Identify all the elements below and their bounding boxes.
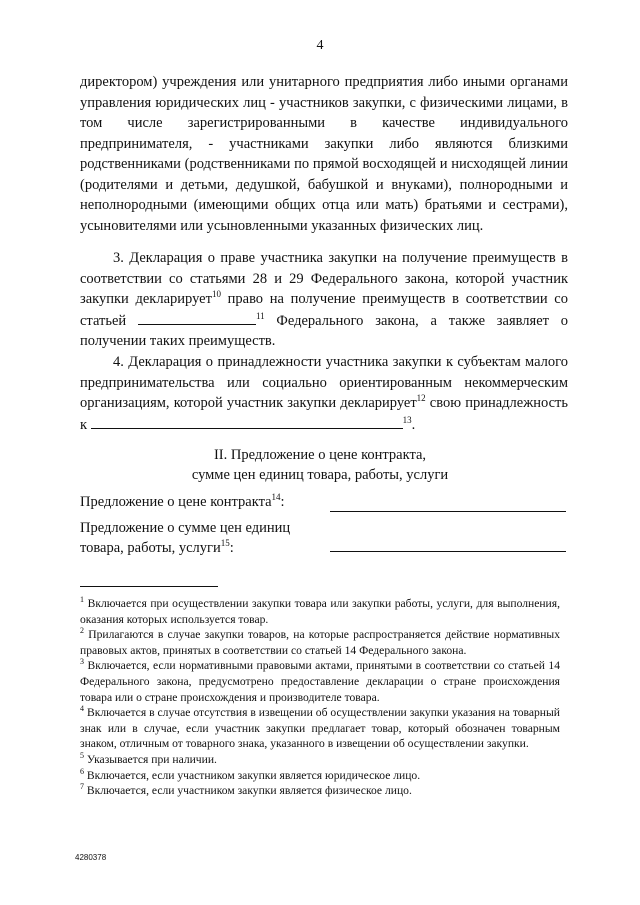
- page-number: 4: [316, 38, 324, 53]
- smb-category-blank-field: [91, 414, 403, 429]
- paragraph-text: право на получение преимуществ в соответствии со статьей: [80, 291, 568, 329]
- footnote-3: $^3$ Включается, если нормативными правовыми актами, принятыми в соответствии со статьей 14 Федерального закона, предусмотрено предоставление декларации о стране происхождения товара или о стране происхождения и производителе товара.: [80, 657, 560, 704]
- footnote-2: $^2$ Прилагаются в случае закупки товаров, на которые распространяется действие нормативных правовых актов, принятых в соответствии со статьей 14 Федерального закона.: [80, 626, 560, 657]
- paragraph-text: свою принадлежность к: [80, 395, 568, 433]
- sum-label-line2: товара, работы, услуги: [80, 540, 221, 556]
- footnote-7: $^7$ Включается, если участником закупки является физическое лицо.: [80, 782, 412, 798]
- footnote-ref-14: 14: [271, 492, 281, 503]
- footnote-5: $^5$ Указывается при наличии.: [80, 751, 217, 766]
- section-heading: [0, 445, 640, 485]
- price-proposal-field[interactable]: [330, 511, 566, 512]
- footnotes: [80, 596, 560, 799]
- footnote-1: $^1$ Включается при осуществлении закупки товара или закупки работы, услуги, для выполнения, оказания которых используется товар.: [80, 595, 560, 626]
- paragraph-affiliation: директором) учреждения или унитарного предприятия либо иными органами управления юридических лиц - участников закупки, с физическими лицами, в том числе зарегистрированными в качестве индивидуального предпринимателя, - участниками закупки либо являются близкими родственниками (родственниками по прямой восходящей и нисходящей линии (родителями и детьми, дедушкой, бабушкой и внуками), полнородными и неполнородными (имеющими общих отца или мать) братьями и сестрами), усыновителями или усыновленными указанных физических лиц.: [80, 74, 568, 234]
- footnote-ref-13: 13: [402, 414, 412, 425]
- footnote-ref-15: 15: [220, 538, 230, 549]
- footnote-4: $^4$ Включается в случае отсутствия в извещении об осуществлении закупки указания на товарный знак или в случае, если участник закупки предлагает товар, который обозначен товарным знаком, отличным от товарного знака, указанного в извещении об осуществлении закупки.: [80, 704, 560, 751]
- section-heading-line2: сумме цен единиц товара, работы, услуги: [191, 467, 449, 483]
- document-code: 4280378: [75, 853, 107, 862]
- article-blank-field: [138, 310, 256, 325]
- paragraph-smb-declaration: [80, 352, 568, 435]
- footnote-ref-11: 11: [255, 310, 265, 321]
- sum-proposal-field[interactable]: [330, 551, 566, 552]
- paragraph-preference-declaration: [80, 248, 568, 352]
- paragraph-text: Федерального закона, а также заявляет о получении таких преимуществ.: [80, 312, 568, 349]
- footnote-separator: [80, 586, 218, 587]
- section-heading-line1: II. Предложение о цене контракта,: [213, 447, 427, 463]
- price-label-text: Предложение о цене контракта: [80, 494, 272, 510]
- sum-proposal-label: [80, 518, 290, 558]
- price-label-colon: :: [280, 494, 285, 510]
- paragraph-text: .: [411, 416, 416, 433]
- footnote-ref-10: 10: [211, 289, 221, 300]
- sum-label-line1: Предложение о сумме цен единиц: [80, 520, 291, 536]
- paragraph-text: 4. Декларация о принадлежности участника закупки к субъектам малого предпринимательства или социально ориентированным некоммерческим организациям, которой участник закупки декларирует: [80, 354, 568, 411]
- footnote-ref-12: 12: [416, 393, 426, 404]
- price-proposal-label: [80, 492, 285, 512]
- paragraph-text: 3. Декларация о праве участника закупки на получение преимуществ в соответствии со статьями 28 и 29 Федерального закона, которой участник закупки декларирует: [80, 250, 568, 307]
- footnote-6: $^6$ Включается, если участником закупки является юридическое лицо.: [80, 766, 421, 782]
- sum-label-colon: :: [229, 540, 234, 556]
